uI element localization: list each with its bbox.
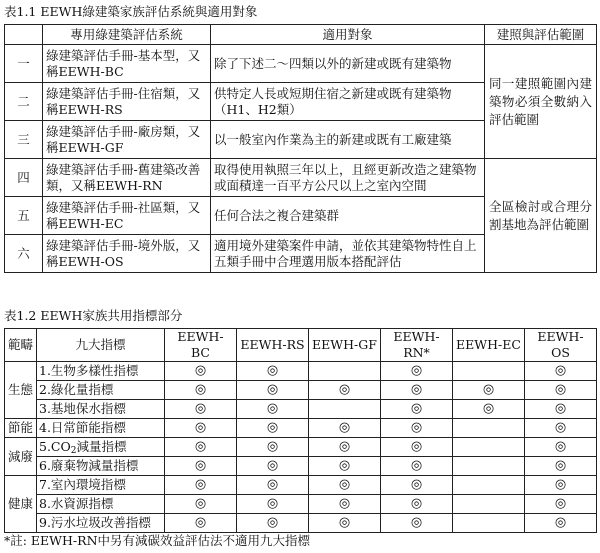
scope-building-permit: 同一建照範圍內建築物必須全數納入評估範圍 [485, 45, 597, 159]
mark-cell: ◎ [165, 457, 237, 476]
table-row [5, 457, 597, 476]
mark-cell: ◎ [237, 362, 309, 381]
system-name: 綠建築評估手冊-境外版，又稱EEWH-OS [43, 235, 211, 273]
row-number: 五 [5, 197, 43, 235]
table-row [5, 438, 597, 457]
indicator-name: 2.綠化量指標 [37, 381, 165, 400]
mark-cell [453, 495, 525, 514]
row-number: 一 [5, 45, 43, 83]
mark-cell: ◎ [381, 362, 453, 381]
mark-cell: ◎ [381, 476, 453, 495]
header-blank [5, 25, 43, 45]
table-row [5, 476, 597, 495]
table-row [5, 159, 597, 197]
mark-cell: ◎ [309, 438, 381, 457]
mark-cell: ◎ [525, 400, 597, 419]
row-number: 六 [5, 235, 43, 273]
mark-cell: ◎ [165, 362, 237, 381]
mark-cell: ◎ [309, 381, 381, 400]
target-description: 取得使用執照三年以上，且經更新改造之建築物或面積達一百平方公尺以上之室內空間 [211, 159, 485, 197]
table-row [5, 381, 597, 400]
mark-cell: ◎ [237, 457, 309, 476]
mark-cell: ◎ [165, 476, 237, 495]
indicator-name: 1.生物多樣性指標 [37, 362, 165, 381]
category-ecology: 生態 [5, 362, 37, 419]
indicator-name: 8.水資源指標 [37, 495, 165, 514]
target-description: 任何合法之複合建築群 [211, 197, 485, 235]
system-name: 綠建築評估手冊-舊建築改善類，又稱EEWH-RN [43, 159, 211, 197]
mark-cell: ◎ [525, 438, 597, 457]
table2-caption: 表1.2 EEWH家族共用指標部分 [4, 308, 183, 323]
mark-cell: ◎ [237, 476, 309, 495]
mark-cell: ◎ [165, 514, 237, 533]
indicator-name: 7.室內環境指標 [37, 476, 165, 495]
mark-cell: ◎ [165, 400, 237, 419]
mark-cell [453, 419, 525, 438]
mark-cell: ◎ [453, 381, 525, 400]
mark-cell [453, 362, 525, 381]
system-name: 綠建築評估手冊-住宿類，又稱EEWH-RS [43, 83, 211, 121]
mark-cell: ◎ [309, 419, 381, 438]
mark-cell: ◎ [237, 419, 309, 438]
target-description: 以一般室內作業為主的新建或既有工廠建築 [211, 121, 485, 159]
indicator-name: 9.污水垃圾改善指標 [37, 514, 165, 533]
mark-cell: ◎ [381, 438, 453, 457]
category-energy: 節能 [5, 419, 37, 438]
mark-cell: ◎ [525, 381, 597, 400]
mark-cell: ◎ [165, 419, 237, 438]
header-eewh-rs: EEWH-RS [237, 329, 309, 362]
system-name: 綠建築評估手冊-基本型，又稱EEWH-BC [43, 45, 211, 83]
mark-cell: ◎ [525, 362, 597, 381]
mark-cell [309, 362, 381, 381]
mark-cell: ◎ [525, 495, 597, 514]
indicator-name [37, 438, 165, 457]
header-target: 適用對象 [211, 25, 485, 45]
co2-prefix: 5.CO [39, 439, 71, 454]
footnote: *註: EEWH-RN中另有減碳效益評估法不適用九大指標 [4, 533, 311, 548]
table-row [5, 45, 597, 83]
mark-cell: ◎ [381, 495, 453, 514]
mark-cell [309, 400, 381, 419]
row-number: 二 [5, 83, 43, 121]
header-eewh-gf: EEWH-GF [309, 329, 381, 362]
mark-cell: ◎ [165, 381, 237, 400]
row-number: 四 [5, 159, 43, 197]
mark-cell: ◎ [453, 400, 525, 419]
mark-cell: ◎ [381, 381, 453, 400]
row-number: 三 [5, 121, 43, 159]
mark-cell [453, 514, 525, 533]
indicator-name: 6.廢棄物減量指標 [37, 457, 165, 476]
header-eewh-rn: EEWH-RN* [381, 329, 453, 362]
header-scope: 建照與評估範圍 [485, 25, 597, 45]
target-description: 適用境外建築案件申請，並依其建築物特性自上五類手冊中合理選用版本搭配評估 [211, 235, 485, 273]
category-waste: 減廢 [5, 438, 37, 476]
mark-cell: ◎ [237, 438, 309, 457]
indicator-name: 4.日常節能指標 [37, 419, 165, 438]
mark-cell [453, 457, 525, 476]
header-indicator: 九大指標 [37, 329, 165, 362]
mark-cell: ◎ [309, 457, 381, 476]
shared-indicator-table [4, 328, 597, 533]
mark-cell: ◎ [309, 476, 381, 495]
scope-whole-site: 全區檢討或合理分割基地為評估範圍 [485, 159, 597, 273]
mark-cell: ◎ [381, 400, 453, 419]
header-eewh-ec: EEWH-EC [453, 329, 525, 362]
co2-suffix: 減量指標 [76, 439, 127, 454]
table-row [5, 362, 597, 381]
table-row [5, 419, 597, 438]
table1-caption: 表1.1 EEWH綠建築家族評估系統與適用對象 [4, 4, 258, 19]
mark-cell: ◎ [237, 514, 309, 533]
mark-cell: ◎ [381, 419, 453, 438]
evaluation-system-table [4, 24, 597, 273]
system-name: 綠建築評估手冊-廠房類，又稱EEWH-GF [43, 121, 211, 159]
mark-cell: ◎ [309, 514, 381, 533]
co2-subscript: 2 [70, 446, 77, 456]
mark-cell: ◎ [309, 495, 381, 514]
mark-cell: ◎ [165, 438, 237, 457]
header-eewh-bc: EEWH-BC [165, 329, 237, 362]
mark-cell: ◎ [525, 476, 597, 495]
mark-cell [453, 476, 525, 495]
header-eewh-os: EEWH-OS [525, 329, 597, 362]
target-description: 除了下述二～四類以外的新建或既有建築物 [211, 45, 485, 83]
mark-cell: ◎ [525, 514, 597, 533]
header-system: 專用綠建築評估系統 [43, 25, 211, 45]
category-health: 健康 [5, 476, 37, 533]
mark-cell: ◎ [237, 381, 309, 400]
mark-cell: ◎ [165, 495, 237, 514]
mark-cell: ◎ [237, 495, 309, 514]
mark-cell [453, 438, 525, 457]
table-row [5, 400, 597, 419]
table-row [5, 495, 597, 514]
table-row [5, 514, 597, 533]
mark-cell: ◎ [237, 400, 309, 419]
indicator-name: 3.基地保水指標 [37, 400, 165, 419]
mark-cell: ◎ [525, 457, 597, 476]
mark-cell: ◎ [381, 457, 453, 476]
header-category: 範疇 [5, 329, 37, 362]
mark-cell: ◎ [525, 419, 597, 438]
target-description: 供特定人長或短期住宿之新建或既有建築物（H1、H2類） [211, 83, 485, 121]
mark-cell: ◎ [381, 514, 453, 533]
system-name: 綠建築評估手冊-社區類，又稱EEWH-EC [43, 197, 211, 235]
